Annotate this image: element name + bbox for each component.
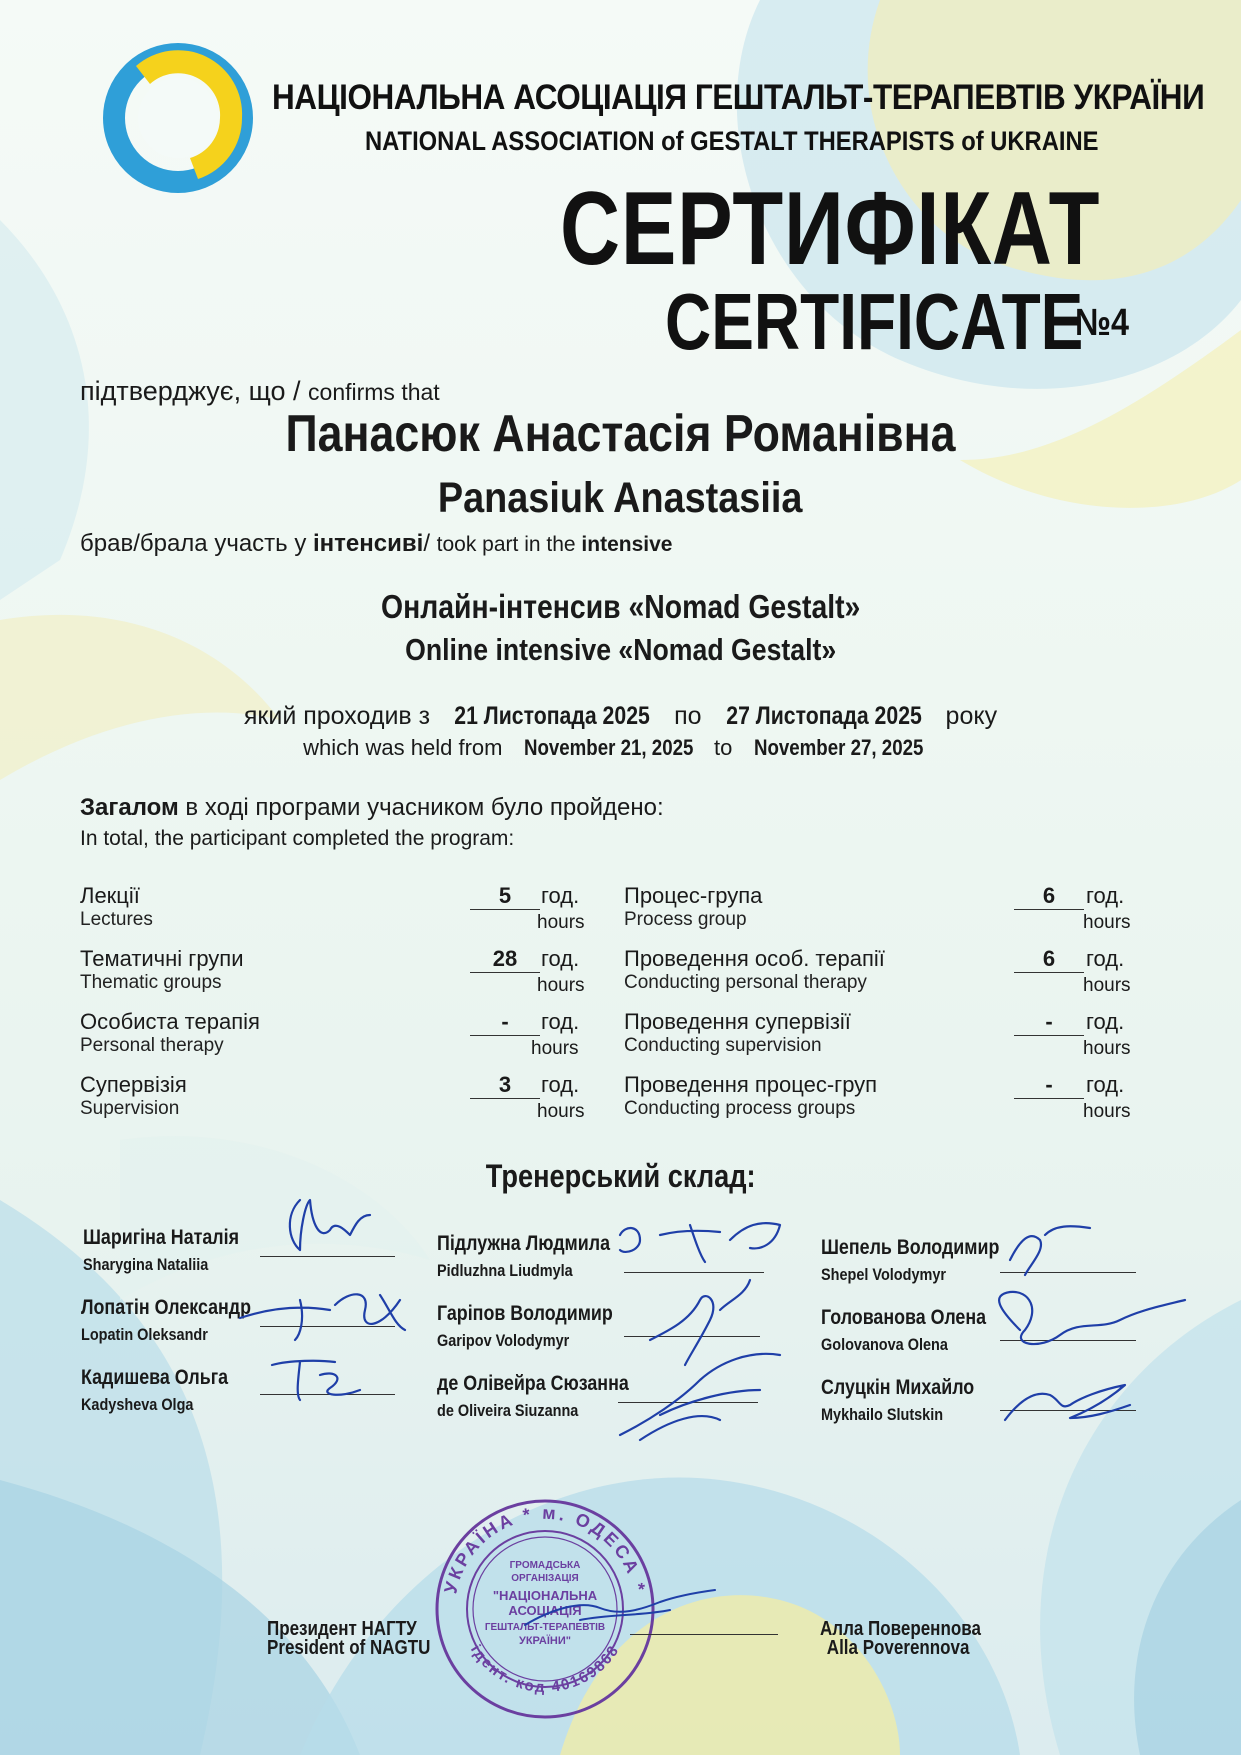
- stamp-inner-line: АСОЦІАЦІЯ: [508, 1603, 582, 1618]
- trainer-name-en: Kadysheva Olga: [81, 1395, 194, 1414]
- unit-en: hours: [1083, 912, 1131, 933]
- trainer-name-en: Shepel Volodymyr: [821, 1265, 947, 1284]
- hours-label-en: Personal therapy: [80, 1035, 224, 1056]
- hours-label-en: Conducting personal therapy: [624, 972, 867, 993]
- unit-en: hours: [537, 912, 585, 933]
- program-name-ua: Онлайн-інтенсив «Nomad Gestalt»: [380, 588, 861, 625]
- stamp-inner-line: "НАЦІОНАЛЬНА: [492, 1588, 598, 1603]
- unit-en: hours: [531, 1038, 579, 1059]
- certificate-title-en: CERTIFICATE: [665, 277, 1084, 366]
- hours-row: [80, 883, 153, 931]
- unit-en: hours: [1083, 1101, 1131, 1122]
- hours-value: -: [1014, 1009, 1084, 1036]
- trainer-name-en: Pidluzhna Liudmyla: [437, 1261, 573, 1280]
- trainer-name-en: Garipov Volodymyr: [437, 1331, 570, 1350]
- hours-row: [80, 1072, 187, 1120]
- association-logo: [98, 36, 266, 196]
- stamp-inner-line: ОРГАНІЗАЦІЯ: [511, 1573, 579, 1584]
- trainer-name-ua: Голованова Олена: [821, 1306, 987, 1329]
- hours-value: 6: [1014, 883, 1084, 910]
- confirms-ua: підтверджує, що /: [80, 376, 309, 406]
- signature: [290, 1200, 370, 1250]
- participation-line: брав/брала участь у інтенсиві/ took part in the intensive: [80, 530, 673, 557]
- hours-value: 3: [470, 1072, 540, 1099]
- recipient-name-ua: Панасюк Анастасія Романівна: [285, 405, 956, 463]
- president-signature-line: [630, 1634, 778, 1635]
- hours-label-en: Lectures: [80, 909, 153, 930]
- trainer-name-ua: Кадишева Ольга: [81, 1366, 229, 1389]
- trainer-name-ua: Лопатін Олександр: [81, 1296, 252, 1319]
- unit-en: hours: [537, 1101, 585, 1122]
- hours-row: [80, 1009, 260, 1057]
- unit-ua: год.: [1086, 1072, 1125, 1097]
- president-name: Алла Поверенnова Alla Poverennova: [820, 1618, 981, 1659]
- trainer-name-ua: Слуцкін Михайло: [821, 1376, 975, 1399]
- hours-value: 5: [470, 883, 540, 910]
- svg-text:ідент. код 40169868: [467, 1642, 623, 1696]
- trainer-signatures: [0, 1190, 1241, 1450]
- signature: [272, 1361, 360, 1400]
- hours-label-en: Thematic groups: [80, 972, 222, 993]
- unit-ua: год.: [1086, 1009, 1125, 1034]
- trainer-name-en: Lopatin Oleksandr: [81, 1325, 208, 1344]
- hours-label-en: Conducting process groups: [624, 1098, 856, 1119]
- signature: [650, 1280, 750, 1365]
- unit-en: hours: [1083, 975, 1131, 996]
- unit-ua: год.: [541, 946, 580, 971]
- unit-ua: год.: [1086, 946, 1125, 971]
- stamp-bottom-text: ідент. код 40169868: [466, 1641, 624, 1697]
- hours-row: [80, 946, 244, 994]
- trainer-name-ua: де Олівейра Сюзанна: [437, 1372, 629, 1395]
- unit-en: hours: [1083, 1038, 1131, 1059]
- hours-row: [624, 883, 762, 931]
- confirms-line: [80, 376, 440, 407]
- unit-ua: год.: [541, 883, 580, 908]
- hours-label-ua: Супервізія: [80, 1072, 187, 1097]
- trainer-name-ua: Шаригіна Наталія: [83, 1226, 240, 1249]
- trainer-name-ua: Гаріпов Володимир: [437, 1302, 613, 1325]
- certificate-title-ua: СЕРТИФІКАТ: [560, 171, 1101, 287]
- hours-label-en: Conducting supervision: [624, 1035, 822, 1056]
- trainer-name-ua: Шепель Володимир: [821, 1236, 1000, 1259]
- hours-label-ua: Лекції: [80, 883, 140, 908]
- summary-en: In total, the participant completed the program:: [80, 827, 515, 850]
- hours-label-ua: Проведення особ. терапії: [624, 946, 885, 971]
- hours-label-en: Process group: [624, 909, 747, 930]
- trainer-name-en: Sharygina Nataliia: [83, 1255, 209, 1274]
- signature: [620, 1223, 780, 1262]
- hours-value: 6: [1014, 946, 1084, 973]
- president-title: Президент НАГТУ President of NAGTU: [267, 1618, 431, 1659]
- trainers-title: Тренерський склад:: [485, 1158, 756, 1194]
- signature: [240, 1294, 405, 1340]
- stamp-inner-line: ГРОМАДСЬКА: [509, 1560, 581, 1571]
- org-name-en: NATIONAL ASSOCIATION of GESTALT THERAPISTS of UKRAINE: [365, 126, 1099, 156]
- president-signature: [520, 1580, 720, 1640]
- certificate-number: №4: [1075, 302, 1129, 344]
- hours-value: -: [1014, 1072, 1084, 1099]
- summary-ua: Загалом в ході програми учасником було пройдено:: [80, 794, 664, 821]
- program-name-en: Online intensive «Nomad Gestalt»: [404, 632, 837, 667]
- trainer-name-ua: Підлужна Людмила: [437, 1232, 611, 1255]
- confirms-en: confirms that: [308, 379, 440, 405]
- hours-label-ua: Тематичні групи: [80, 946, 244, 971]
- signature: [1010, 1226, 1090, 1275]
- unit-ua: год.: [1086, 883, 1125, 908]
- hours-row: [624, 1072, 877, 1120]
- trainer-name-en: de Oliveira Siuzanna: [437, 1401, 579, 1420]
- signature: [1005, 1385, 1130, 1420]
- hours-row: [624, 946, 885, 994]
- signature: [620, 1354, 780, 1440]
- unit-en: hours: [537, 975, 585, 996]
- hours-label-ua: Особиста терапія: [80, 1009, 260, 1034]
- recipient-name-en: Panasiuk Anastasiia: [438, 474, 803, 522]
- hours-label-ua: Проведення процес-груп: [624, 1072, 878, 1097]
- hours-label-en: Supervision: [80, 1098, 180, 1119]
- dates-en: which was held from November 21, 2025 to November 27, 2025: [303, 735, 923, 760]
- stamp-outer-text: УКРАЇНА * м. ОДЕСА *: [440, 1502, 650, 1596]
- trainer-name-en: Golovanova Olena: [821, 1335, 948, 1354]
- dates-ua: який проходив з 21 Листопада 2025 по 27 Листопада 2025 року: [243, 702, 998, 730]
- hours-label-ua: Проведення супервізії: [624, 1009, 851, 1034]
- hours-row: [624, 1009, 851, 1057]
- hours-label-ua: Процес-група: [624, 883, 763, 908]
- unit-ua: год.: [541, 1072, 580, 1097]
- org-name-ua: НАЦІОНАЛЬНА АСОЦІАЦІЯ ГЕШТАЛЬТ-ТЕРАПЕВТІВ УКРАЇНИ: [272, 78, 1205, 117]
- hours-value: 28: [470, 946, 540, 973]
- hours-value: -: [470, 1009, 540, 1036]
- trainer-name-en: Mykhailo Slutskin: [821, 1405, 944, 1424]
- stamp-inner-line: ГЕШТАЛЬТ-ТЕРАПЕВТІВ: [484, 1622, 606, 1633]
- stamp-inner-line: УКРАЇНИ": [519, 1635, 571, 1647]
- unit-ua: год.: [541, 1009, 580, 1034]
- signature: [999, 1292, 1185, 1344]
